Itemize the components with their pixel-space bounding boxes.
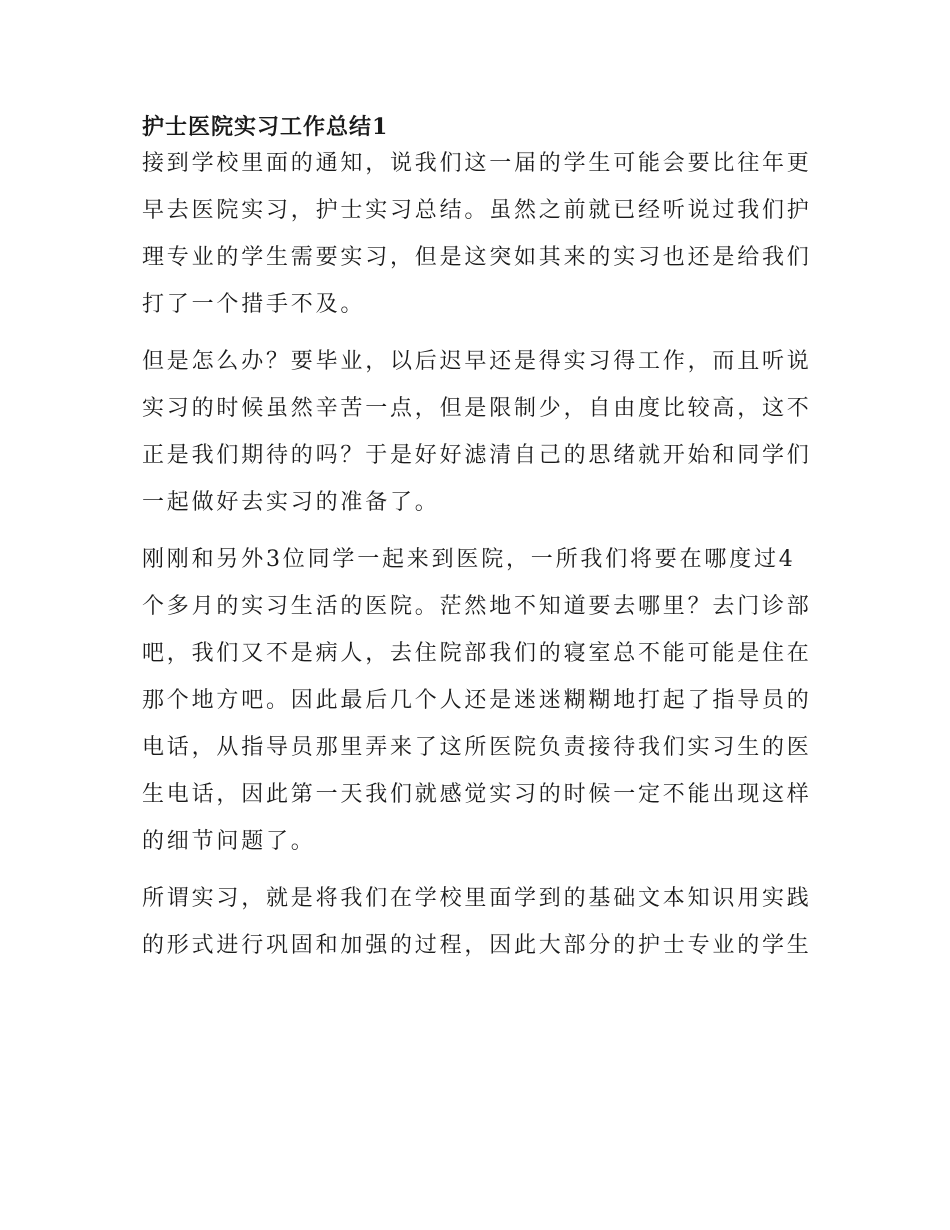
paragraph-1-line-3: 理专业的学生需要实习，但是这突如其来的实习也还是给我们 xyxy=(142,245,812,270)
paragraph-3-line-6: 生电话，因此第一天我们就感觉实习的时候一定不能出现这样 xyxy=(142,782,812,807)
paragraph-3-line-1: 刚刚和另外3位同学一起来到医院，一所我们将要在哪度过4 xyxy=(142,547,796,572)
paragraph-1-line-2: 早去医院实习，护士实习总结。虽然之前就已经听说过我们护 xyxy=(142,198,812,223)
paragraph-3-line-3: 吧，我们又不是病人，去住院部我们的寝室总不能可能是住在 xyxy=(142,641,812,666)
paragraph-4-line-1: 所谓实习，就是将我们在学校里面学到的基础文本知识用实践 xyxy=(142,886,812,911)
paragraph-2-line-3: 正是我们期待的吗？于是好好滤清自己的思绪就开始和同学们 xyxy=(142,443,812,468)
paragraph-4-line-2: 的形式进行巩固和加强的过程，因此大部分的护士专业的学生 xyxy=(142,933,812,958)
document-body xyxy=(142,140,822,969)
paragraph-3-line-4: 那个地方吧。因此最后几个人还是迷迷糊糊地打起了指导员的 xyxy=(142,688,812,713)
paragraph-1-line-4: 打了一个措手不及。 xyxy=(142,292,366,317)
paragraph-3-line-7: 的细节问题了。 xyxy=(142,829,316,854)
paragraph-2-line-2: 实习的时候虽然辛苦一点，但是限制少，自由度比较高，这不 xyxy=(142,396,812,421)
paragraph-3-line-2: 个多月的实习生活的医院。茫然地不知道要去哪里？去门诊部 xyxy=(142,594,812,619)
paragraph-2-line-4: 一起做好去实习的准备了。 xyxy=(142,490,440,515)
paragraph-3-line-5: 电话，从指导员那里弄来了这所医院负责接待我们实习生的医 xyxy=(142,735,812,760)
document-title: 护士医院实习工作总结1 xyxy=(142,114,389,140)
paragraph-1-line-1: 接到学校里面的通知，说我们这一届的学生可能会要比往年更 xyxy=(142,151,812,176)
paragraph-2-line-1: 但是怎么办？要毕业，以后迟早还是得实习得工作，而且听说 xyxy=(142,349,812,374)
